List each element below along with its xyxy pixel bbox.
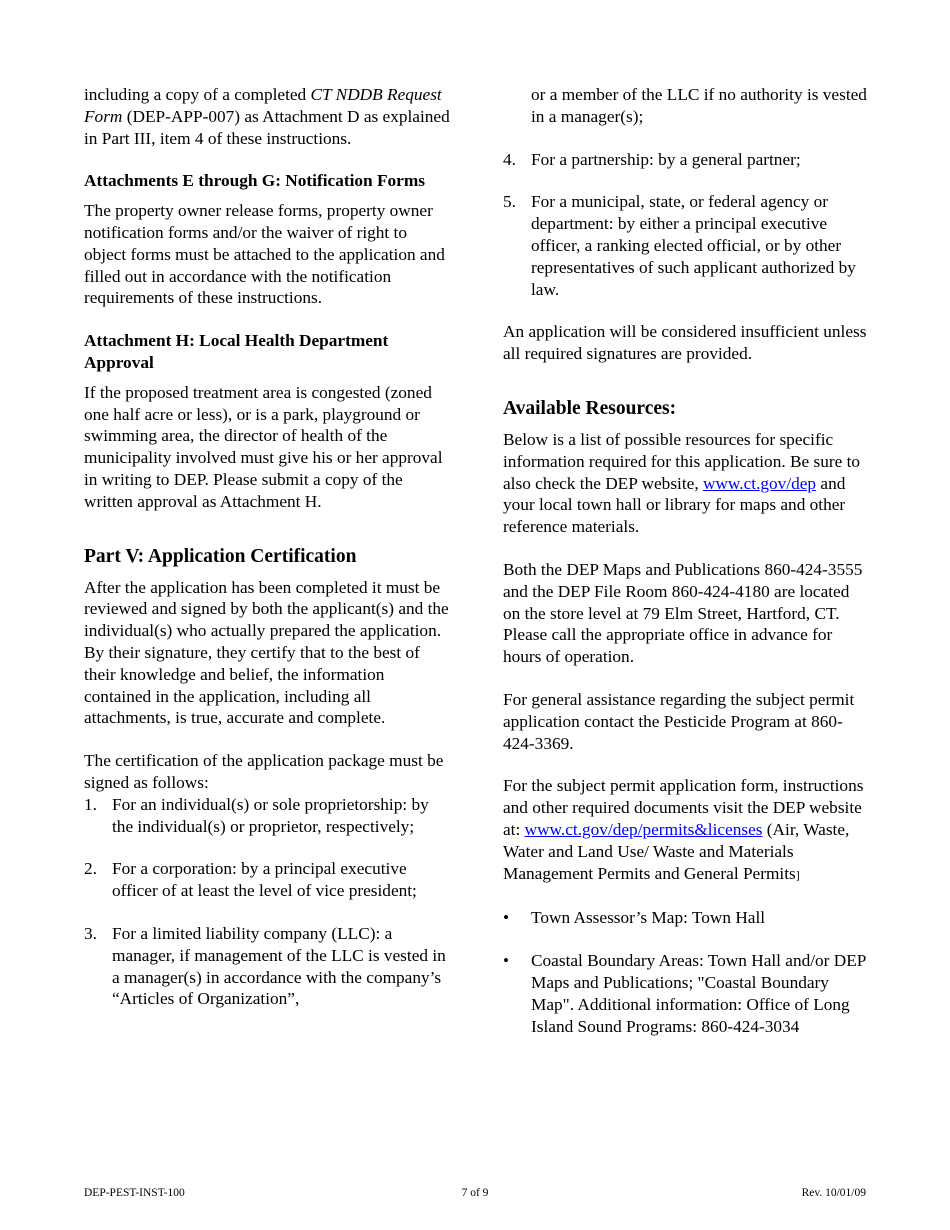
list-item <box>84 794 450 838</box>
permits-licenses-link[interactable]: www.ct.gov/dep/permits&licenses <box>524 819 763 839</box>
list-number: 4. <box>503 149 516 169</box>
intro-paragraph: including a copy of a completed CT NDDB Request Form (DEP-APP-007) as Attachment D as explained in Part III, item 4 of these instructions. <box>84 85 450 148</box>
list-text: For a limited liability company (LLC): a manager, if management of the LLC is vested in a manager(s) in accordance with the company’s “Articles of Organization”, <box>112 923 446 1009</box>
certification-intro: The certification of the application package must be signed as follows: <box>84 751 444 792</box>
attachment-h-heading: Attachment H: Local Health Department Approval <box>84 331 389 372</box>
permit-forms-paragraph: For the subject permit application form, instructions and other required documents visit the DEP website at: www.ct.gov/dep/permits&licenses (Air, Waste, Water and Land Use/ Waste and Materials Management Permits and General Permits] <box>503 776 864 883</box>
list-number: 2. <box>84 859 97 879</box>
dep-website-link[interactable]: www.ct.gov/dep <box>702 473 817 493</box>
part-v-body: After the application has been completed it must be reviewed and signed by both the applicant(s) and the individual(s) who actually prepared the application. By their signature, they certify that to the best of their knowledge and belief, the information contained in the application, including all attachments, is true, accurate and complete. <box>84 577 449 728</box>
bullet-text: Town Assessor’s Map: Town Hall <box>531 908 766 928</box>
attachments-eg-heading: Attachments E through G: Notification Forms <box>84 171 425 191</box>
footer-doc-id: DEP-PEST-INST-100 <box>84 1187 185 1199</box>
right-column <box>503 84 869 1037</box>
list-text: For a municipal, state, or federal agency or department: by either a principal executive officer, a ranking elected official, or by other representatives of such applicant authorized by law. <box>531 192 856 299</box>
attachment-h-body: If the proposed treatment area is congested (zoned one half acre or less), or is a park, playground or swimming area, the director of health of the municipality involved must give his or her approval in writing to DEP. Please submit a copy of the written approval as Attachment H. <box>84 382 443 511</box>
maps-publications-paragraph: Both the DEP Maps and Publications 860-424-3555 and the DEP File Room 860-424-4180 are located on the store level at 79 Elm Street, Hartford, CT. Please call the appropriate office in advance for hours of operation. <box>503 559 863 667</box>
list-number: 1. <box>84 794 97 814</box>
list-item <box>503 191 869 300</box>
insufficient-note: An application will be considered insufficient unless all required signatures are provided. <box>503 322 867 364</box>
list-item <box>503 149 869 171</box>
list-text: For a partnership: by a general partner; <box>531 149 801 169</box>
attachments-eg-body: The property owner release forms, property owner notification forms and/or the waiver of right to object forms must be attached to the application and filled out in accordance with the notification requirements of these instructions. <box>84 201 445 308</box>
list-number: 5. <box>503 192 516 212</box>
list-number: 3. <box>84 923 97 943</box>
list-item-continued: or a member of the LLC if no authority is vested in a manager(s); <box>531 85 867 126</box>
general-assistance-paragraph: For general assistance regarding the subject permit application contact the Pesticide Program at 860-424-3369. <box>503 689 855 753</box>
bullet-icon: • <box>503 951 510 971</box>
list-text: For an individual(s) or sole proprietorship: by the individual(s) or proprietor, respectively; <box>112 794 429 836</box>
left-column <box>84 84 450 1010</box>
form-title: CT NDDB Request Form <box>84 85 442 126</box>
footer-page-number: 7 of 9 <box>461 1187 489 1199</box>
bullet-item <box>503 950 869 1037</box>
bullet-icon: • <box>503 908 510 928</box>
list-text: For a corporation: by a principal executive officer of at least the level of vice president; <box>112 859 417 901</box>
available-resources-heading: Available Resources: <box>503 397 677 419</box>
list-item <box>84 923 450 1010</box>
bullet-item <box>503 907 869 929</box>
bullet-text: Coastal Boundary Areas: Town Hall and/or DEP Maps and Publications; "Coastal Boundary Map". Additional information: Office of Long Island Sound Programs: 860-424-3034 <box>531 951 866 1036</box>
list-item <box>84 858 450 902</box>
footer-revision: Rev. 10/01/09 <box>801 1187 866 1199</box>
resources-paragraph: Below is a list of possible resources for specific information required for this application. Be sure to also check the DEP website, www.ct.gov/dep and your local town hall or library for maps and other reference materials. <box>503 429 861 537</box>
part-v-heading: Part V: Application Certification <box>84 545 357 567</box>
